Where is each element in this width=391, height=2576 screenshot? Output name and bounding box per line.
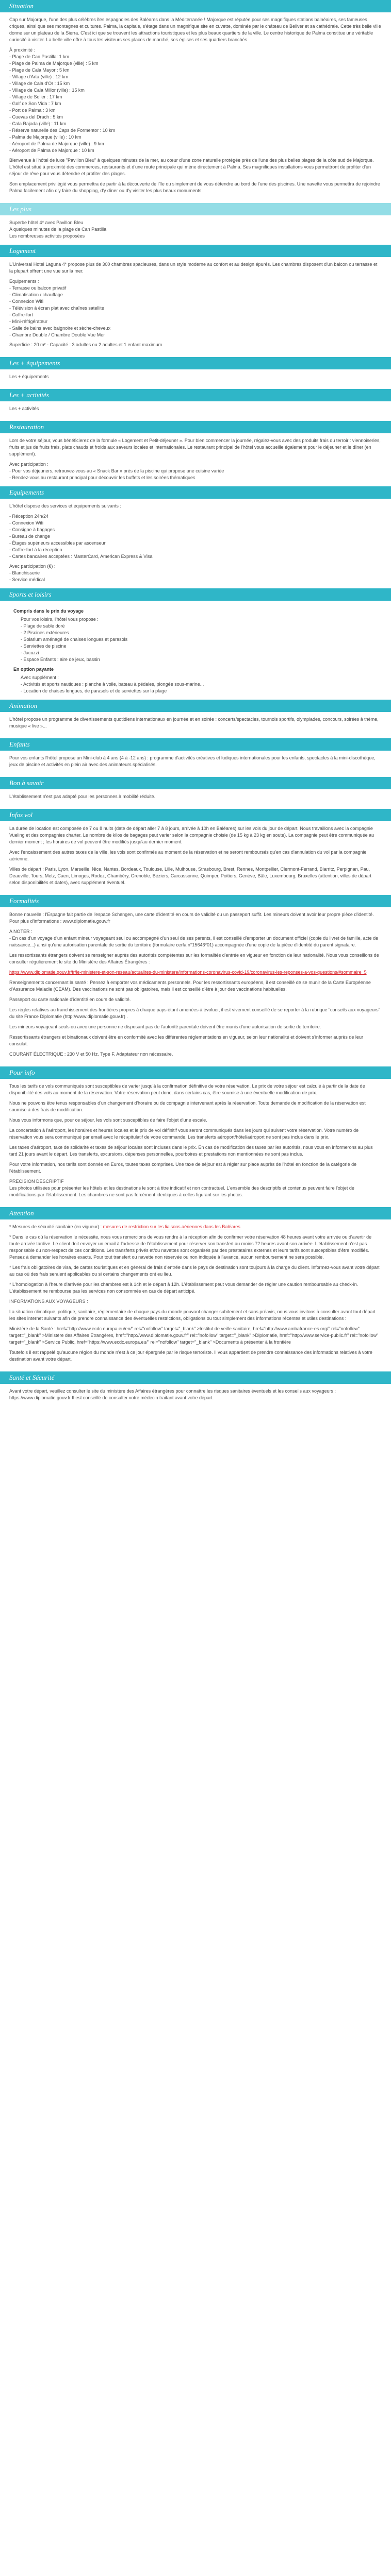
restauration-item: - Rendez-vous au restaurant principal pour découvrir les buffets et les soirées thématiques <box>9 475 196 480</box>
distance-item: - Plage de Cala Mayor : 5 km <box>9 67 70 73</box>
section-equipements <box>0 499 391 588</box>
sports-included-item: - Jacuzzi <box>21 650 39 655</box>
situation-para-2: Bienvenue à l'hôtel de luxe "Pavillon Bleu" à quelques minutes de la mer, au cœur d'une zone naturelle protégée près de l'une des plus belles plages de la côte sud de Majorque. L'hôtel est situé à proximité des commerces, restaurants et d'une route principale qui mène directement à Palma. Ses magnifiques installations vous permettront de profiter d'un séjour de rêve pour vous détendre et profiter des plages. <box>9 158 374 176</box>
distance-item: - Réserve naturelle des Caps de Formentor : 10 km <box>9 128 116 133</box>
distance-item: - Palma de Majorque (ville) : 10 km <box>9 134 82 140</box>
attention-para-6: La situation climatique, politique, sanitaire, réglementaire de chaque pays du monde pouvant changer subitement et sans préavis, nous vous invitons à consulter avant tout départ les sites internet suivants afin de prendre connaissance des éventuelles restrictions, obligations ou tout simplement des informations récentes et utiles destinations : <box>9 1309 376 1321</box>
section-restauration <box>0 433 391 486</box>
sports-included-intro: Pour vos loisirs, l'hôtel vous propose : <box>21 617 99 622</box>
section-animation <box>0 712 391 738</box>
room-equipment-item: - Télévision à écran plat avec chaînes satellite <box>9 306 104 311</box>
sports-included-item: - Solarium aménagé de chaises longues et parasols <box>21 637 128 642</box>
restriction-link[interactable]: mesures de restriction sur les liaisons aériennes dans les Baléares <box>103 1224 240 1229</box>
restauration-list <box>9 468 382 481</box>
hotel-paid-service-item: - Blanchisserie <box>9 570 40 575</box>
les-plus-item: A quelques minutes de la plage de Can Pastilla <box>9 227 107 232</box>
distance-item: - Port de Palma : 3 km <box>9 108 56 113</box>
distance-item: - Village d'Arta (ville) : 12 km <box>9 74 69 79</box>
hotel-service-item: - Connexion Wifi <box>9 520 44 526</box>
vol-para-3: Villes de départ : Paris, Lyon, Marseille, Nice, Nantes, Bordeaux, Toulouse, Lille, Mulhouse, Strasbourg, Brest, Rennes, Montpellier, Clermont-Ferrand, Biarritz, Perpignan, Pau, Deauville, Tours, Metz, Caen, Limoges, Rodez, Chambéry, Grenoble, Béziers, Carcassonne, Quimper, Poitiers, Genève, Bâle, Luxembourg, Bruxelles (attention, villes de départ selon disponibilités et dates), avec supplément éventuel. <box>9 867 372 885</box>
room-equipment-item: - Coffre-fort <box>9 312 33 317</box>
section-formalites <box>0 907 391 1066</box>
distance-item: - Golf de Son Vida : 7 km <box>9 101 61 106</box>
formalites-para-7: Ressortissants étrangers et binationaux doivent être en conformité avec les différentes réglementations en vigueur, selon leur nationalité et doivent s'informer auprès de leur consulat. <box>9 1035 363 1046</box>
section-title-equipements: Equipements <box>0 486 391 499</box>
section-sports <box>0 601 391 700</box>
section-title-restauration: Restauration <box>0 421 391 433</box>
diplomatie-link[interactable]: https://www.diplomatie.gouv.fr/fr/le-ministere-et-son-reseau/actualites-du-ministere/informations-coronavirus-covid-19/coronavirus-les-reponses-a-vos-questions/#sommaire_5 <box>9 970 367 975</box>
distance-label: À proximité : <box>9 47 36 53</box>
distance-item: - Village de Cala Millor (ville) : 15 km <box>9 88 85 93</box>
room-equipment-item: - Salle de bains avec baignoire et sèche-cheveux <box>9 326 111 331</box>
formalites-para-5: Les règles relatives au franchissement des frontières propres à chaque pays étant amenées à évoluer, il est vivement conseillé de se reporter à la rubrique "conseils aux voyageurs" du site France Diplomatie (http://www.diplomatie.gouv.fr) . <box>9 1007 380 1019</box>
section-activites-plus <box>0 401 391 421</box>
section-title-enfants: Enfants <box>0 738 391 751</box>
sports-included-item: - 2 Piscines extérieures <box>21 630 69 635</box>
attention-para-5: INFORMATIONS AUX VOYAGEURS : <box>9 1299 88 1304</box>
section-title-equipements-plus: Les + équipements <box>0 357 391 369</box>
sports-included-item: - Serviettes de piscine <box>21 643 67 649</box>
vol-para-2: Avec l'encaissement des autres taxes de la ville, les vols sont confirmés au moment de la réservation et ne seront remboursés qu'en cas d'annulation du vol par la compagnie aérienne. <box>9 850 367 861</box>
equipements-intro: L'hôtel dispose des services et équipements suivants : <box>9 503 121 509</box>
section-title-attention: Attention <box>0 1207 391 1219</box>
attention-para-2: * Dans le cas où la réservation le nécessite, nous vous remercions de vous rendre à la réception afin de confirmer votre réservation 48 heures avant votre arrivée ou d'avertir de toute arrivée tardive. Le client doit envoyer un email à l'adresse de l'établissement pour réserver son transfert au moins 72 heures avant son arrivée. L'établissement n'est pas responsable du non-respect de ces conditions. Les transferts privés et/ou navettes sont organisés par des prestataires externes et leurs tarifs sont susceptibles d'être modifiés. Pensez à demander les horaires exacts. Pour tout transfert ou navette non réservée ou non indiquée à l'avance, aucun remboursement ne sera possible. <box>9 1234 372 1260</box>
formalites-note: - En cas d'un voyage d'un enfant mineur voyageant seul ou accompagné d'un seul de ses parents, il est conseillé d'emporter un document officiel (copie du livret de famille, acte de naissance...) ainsi qu'une autorisation parentale de sortie du territoire (formulaire cerfa n°15646*01) accompagnée d'une copie de la pièce d'identité du parent signataire. <box>9 936 379 947</box>
section-title-bon-a-savoir: Bon à savoir <box>0 777 391 789</box>
distance-item: - Cala Rajada (ville) : 11 km <box>9 121 67 126</box>
hotel-paid-services-list <box>9 570 382 583</box>
info-para-6: Pour votre information, nos tarifs sont donnés en Euros, toutes taxes comprises. Une taxe de séjour est à régler sur place auprès de l'hôtel en fonction de la catégorie de l'établissement. <box>9 1162 357 1174</box>
distance-item: - Cuevas del Drach : 5 km <box>9 114 63 120</box>
section-situation <box>0 12 391 203</box>
section-logement <box>0 257 391 357</box>
restauration-item: - Pour vos déjeuners, retrouvez-vous au « Snack Bar » près de la piscine qui propose une cuisine variée <box>9 468 224 473</box>
distance-item: - Village de Cala d'Or : 15 km <box>9 81 70 86</box>
sports-option-list <box>21 681 382 694</box>
section-title-animation: Animation <box>0 700 391 712</box>
distance-item: - Plage de Can Pastilla: 1 km <box>9 54 70 59</box>
precision-text: Les photos utilisées pour présenter les hôtels et les destinations le sont à titre indicatif et non contractuel. L'ensemble des descriptifs et contenus peuvent faire l'objet de modifications par l'établissement. Les chambres ne sont pas forcément identiques à celles figurant sur les photos. <box>9 1185 354 1197</box>
room-equipment-list <box>9 285 382 338</box>
precision-label: PRECISION DESCRIPTIF <box>9 1179 64 1184</box>
section-title-sante: Santé et Sécurité <box>0 1371 391 1384</box>
info-para-3: Nous vous informons que, pour ce séjour, les vols sont susceptibles de faire l'objet d'une escale. <box>9 1117 207 1123</box>
attention-para-1 <box>9 1224 382 1230</box>
room-equipment-item: - Chambre Double / Chambre Double Vue Mer <box>9 332 105 337</box>
section-title-infos-vol: Infos vol <box>0 809 391 821</box>
distance-item: - Aéroport de Palma de Majorque (ville) : 9 km <box>9 141 104 146</box>
hotel-service-item: - Étages supérieurs accessibles par ascenseur <box>9 540 106 546</box>
distance-item: - Village de Soller : 17 km <box>9 94 62 99</box>
formalites-para-1: Bonne nouvelle : l'Espagne fait partie de l'espace Schengen, une carte d'identité en cours de validité ou un passeport suffit. Les mineurs doivent avoir leur propre pièce d'identité. Pour plus d'informations : www.diplomatie.gouv.fr <box>9 912 374 924</box>
hotel-service-item: - Bureau de change <box>9 534 51 539</box>
sports-option-item: - Activités et sports nautiques : planche à voile, bateau à pédales, plongée sous-marine... <box>21 682 204 687</box>
logement-intro: L'Universal Hotel Laguna 4* propose plus de 300 chambres spacieuses, dans un style moderne au confort et au design épurés. Les chambres disposent d'un balcon ou terrasse et la plupart offrent une vue sur la mer. <box>9 262 378 274</box>
equipements-paid-label: Avec participation (€) : <box>9 564 56 569</box>
les-plus-item: Les nombreuses activités proposées <box>9 233 85 239</box>
section-title-sports: Sports et loisirs <box>0 588 391 601</box>
attention-para-1-text: * Mesures de sécurité sanitaire (en vigueur) : <box>9 1224 102 1229</box>
section-sante <box>0 1384 391 1410</box>
formalites-para-4: Passeport ou carte nationale d'identité en cours de validité. <box>9 997 131 1002</box>
attention-para-7: Ministère de la Santé : href="http://www.ecdc.europa.eu/en/" rel="nofollow" target="_blank" >Institut de veille sanitaire, href="http://www.ambafrance-es.org/" rel="nofollow" target="_blank" >Ministère des Affaires Étrangères, href="http://www.diplomatie.gouv.fr" rel="nofollow" target="_blank" >Diplomatie, href="http://www.service-public.fr" rel="nofollow" target="_blank" >Service Public, href="https://www.ecdc.europa.eu/" rel="nofollow" target="_blank" >Documents à présenter à la frontière <box>9 1326 379 1345</box>
sports-included-item: - Plage de sable doré <box>21 623 65 629</box>
distance-item: - Aéroport de Palma de Majorque : 10 km <box>9 148 94 153</box>
restauration-intro: Lors de votre séjour, vous bénéficierez de la formule « Logement et Petit-déjeuner ». Pour bien commencer la journée, régalez-vous avec des produits frais du terroir : viennoiseries, fruits et jus de fruits frais, plats chauds et froids aux saveurs locales et internationales. Le restaurant principal de l'hôtel vous accueille également pour le déjeuner et le dîner (en supplément). <box>9 438 381 456</box>
room-surface: Superficie : 20 m² - Capacité : 3 adultes ou 2 adultes et 1 enfant maximum <box>9 342 162 347</box>
sports-option-label: En option payante <box>13 667 54 672</box>
section-title-les-plus: Les plus <box>0 203 391 215</box>
restauration-paid-label: Avec participation : <box>9 462 48 467</box>
section-title-logement: Logement <box>0 245 391 257</box>
formalites-note-label: A NOTER : <box>9 929 32 934</box>
section-enfants <box>0 751 391 777</box>
section-bon-a-savoir <box>0 789 391 809</box>
hotel-service-item: - Cartes bancaires acceptées : MasterCard, American Express & Visa <box>9 554 153 559</box>
hotel-paid-service-item: - Service médical <box>9 577 45 582</box>
attention-para-8: Toutefois il est rappelé qu'aucune région du monde n'est à ce jour épargnée par le risque terroriste. Il vous appartient de prendre connaissance des informations relatives à votre destination avant votre départ. <box>9 1350 372 1362</box>
equipment-label: Equipements : <box>9 279 39 284</box>
room-equipment-item: - Climatisation / chauffage <box>9 292 63 297</box>
info-para-1: Tous les tarifs de vols communiqués sont susceptibles de varier jusqu'à la confirmation définitive de votre réservation. Le prix de votre séjour est calculé à partir de la date de disponibilité des vols au moment de la réservation. Votre réservation peut donc, dans certains cas, être soumise à une éventuelle modification de prix. <box>9 1083 365 1095</box>
section-pour-info <box>0 1079 391 1207</box>
sports-included-label: Compris dans le prix du voyage <box>13 608 84 614</box>
info-para-4: La concertation à l'aéroport, les horaires et heures locales et le prix de vol définitif vous seront communiqués dans les jours qui suivent votre réservation. Votre numéro de réservation vous sera communiqué par email avec le récapitulatif de votre commande. Les transferts aéroport/hôtel/aéroport ne sont pas inclus dans le prix. <box>9 1128 359 1140</box>
sports-option-intro: Avec supplément : <box>21 675 59 680</box>
hotel-service-item: - Coffre-fort à la réception <box>9 547 62 552</box>
room-equipment-item: - Mini-réfrigérateur <box>9 319 48 324</box>
animation-text: L'hôtel propose un programme de divertissements quotidiens internationaux en journée et en soirée : concerts/spectacles, tournois sportifs, olympiades, concours, soirées à thème, musique « live »... <box>9 717 379 728</box>
room-equipment-item: - Terrasse ou balcon privatif <box>9 285 67 291</box>
enfants-text: Pour vos enfants l'hôtel propose un Mini-club à 4 ans (4 à -12 ans) : programme d'activités créatives et ludiques internationales pour les enfants, spectacles à la mini-discothèque, jeux de piscine et activités en plein air avec des animateurs spécialisés. <box>9 755 376 767</box>
room-equipment-item: - Connexion Wifi <box>9 299 44 304</box>
les-plus-item: Superbe hôtel 4* avec Pavillon Bleu <box>9 220 84 225</box>
sports-included-item: - Espace Enfants : aire de jeux, bassin <box>21 657 100 662</box>
vol-para-1: La durée de location est composée de 7 ou 8 nuits (date de départ aller 7 à 8 jours, arrivée à 10h en Baléares) sur les vols du jour de départ. Nous travaillons avec la compagnie Vueling et des compagnies charter. Le nombre de kilos de bagages peut varier selon la compagnie choisie (de 15 kg à 23 kg en soute). La compagnie peut être communiquée au dernier moment ; les horaires de vol peuvent être modifiés jusqu'au dernier moment. <box>9 826 374 844</box>
info-para-5: Les taxes d'aéroport, taxe de solidarité et taxes de séjour locales sont incluses dans le prix. En cas de modification des taxes par les autorités, nous vous en informerons au plus tard 21 jours avant le départ. Les transferts, excursions, dépenses personnelles, pourboires et prestations non mentionnées ne sont pas inclus. <box>9 1145 373 1157</box>
section-infos-vol <box>0 821 391 895</box>
les-plus-list <box>0 215 391 245</box>
bon-a-savoir-text: L'établissement n'est pas adapté pour les personnes à mobilité réduite. <box>9 794 156 799</box>
formalites-para-3: Renseignements concernant la santé : Pensez à emporter vos médicaments personnels. Pour les ressortissants européens, il est conseillé de se munir de la Carte Européenne d'Assurance Maladie (CEAM). Des vaccinations ne sont pas obligatoires, mais il est conseillé d'être à jour des vaccinations habituelles. <box>9 980 371 992</box>
situation-para-3: Son emplacement privilégié vous permettra de partir à la découverte de l'île ou simplement de vous détendre au bord de l'une des piscines. Une navette vous permettra de rejoindre Palma facilement afin d'y faire du shopping, d'y dîner ou d'y visiter les plus beaux monuments. <box>9 181 380 193</box>
section-attention <box>0 1219 391 1371</box>
sports-included-list <box>21 623 382 663</box>
section-title-pour-info: Pour info <box>0 1066 391 1079</box>
formalites-para-6: Les mineurs voyageant seuls ou avec une personne ne disposant pas de l'autorité parentale doivent être munis d'une autorisation de sortie de territoire. <box>9 1024 321 1029</box>
section-title-situation: Situation <box>0 0 391 12</box>
section-title-activites-plus: Les + activités <box>0 389 391 401</box>
sports-option-item: - Location de chaises longues, de parasols et de serviettes sur la plage <box>21 688 167 693</box>
situation-intro: Cap sur Majorque, l'une des plus célèbres îles espagnoles des Baléares dans la Méditerranée ! Majorque est réputée pour ses magnifiques stations balnéaires, ses fameuses criques, ainsi que ses montagnes et cultures. Palma, la capitale, s'étage dans un magnifique site en cuvette, dominée par le château de Bellver et sa cathédrale. Cette très belle ville donne sur un plateau de la Sierra. C'est ici que se trouvent les attractions touristiques et les plus beaux quartiers de la ville. Le centre historique de Palma constitue une véritable curiosité à visiter. La belle ville offre à tous les visiteurs ses places de marché, ses églises et ses quartiers branchés. <box>9 17 381 42</box>
section-equipements-plus <box>0 369 391 389</box>
sante-text: Avant votre départ, veuillez consulter le site du ministère des Affaires étrangères pour connaître les risques sanitaires éventuels et les conseils aux voyageurs : https://www.diplomatie.gouv.fr Il est conseillé de consulter votre médecin traitant avant votre départ. <box>9 1388 336 1400</box>
distance-list <box>9 54 382 154</box>
formalites-para-2: Les ressortissants étrangers doivent se renseigner auprès des autorités compétentes sur les formalités d'entrée en vigueur en fonction de leur nationalité. Nous vous conseillons de consulter régulièrement le site du Ministère des Affaires Étrangères : <box>9 953 379 964</box>
hotel-service-item: - Consigne à bagages <box>9 527 55 532</box>
attention-para-4: * L'homologation à l'heure d'arrivée pour les chambres est à 14h et le départ à 12h. L'établissement peut vous demander de régler une caution remboursable au check-in. L'établissement ne rembourse pas les services non consommés en cas de départ anticipé. <box>9 1282 359 1294</box>
info-para-2: Nous ne pouvons être tenus responsables d'un changement d'horaire ou de compagnie intervenant après la réservation. Toute demande de modification de la réservation est soumise à des frais de modification. <box>9 1100 366 1112</box>
distance-item: - Plage de Palma de Majorque (ville) : 5 km <box>9 61 99 66</box>
formalites-para-8: COURANT ÉLECTRIQUE : 230 V et 50 Hz. Type F. Adaptateur non nécessaire. <box>9 1052 173 1057</box>
section-title-formalites: Formalités <box>0 895 391 907</box>
attention-para-3: * Les frais obligatoires de visa, de cartes touristiques et en général de frais d'entrée dans le pays de destination sont toujours à la charge du client. Informez-vous avant votre départ au cas où des frais seraient applicables ou si certains changements ont eu lieu. <box>9 1265 380 1277</box>
hotel-service-item: - Réception 24h/24 <box>9 514 49 519</box>
activites-plus-text: Les + activités <box>9 406 39 411</box>
equipements-plus-text: Les + équipements <box>9 374 49 379</box>
hotel-services-list <box>9 513 382 560</box>
